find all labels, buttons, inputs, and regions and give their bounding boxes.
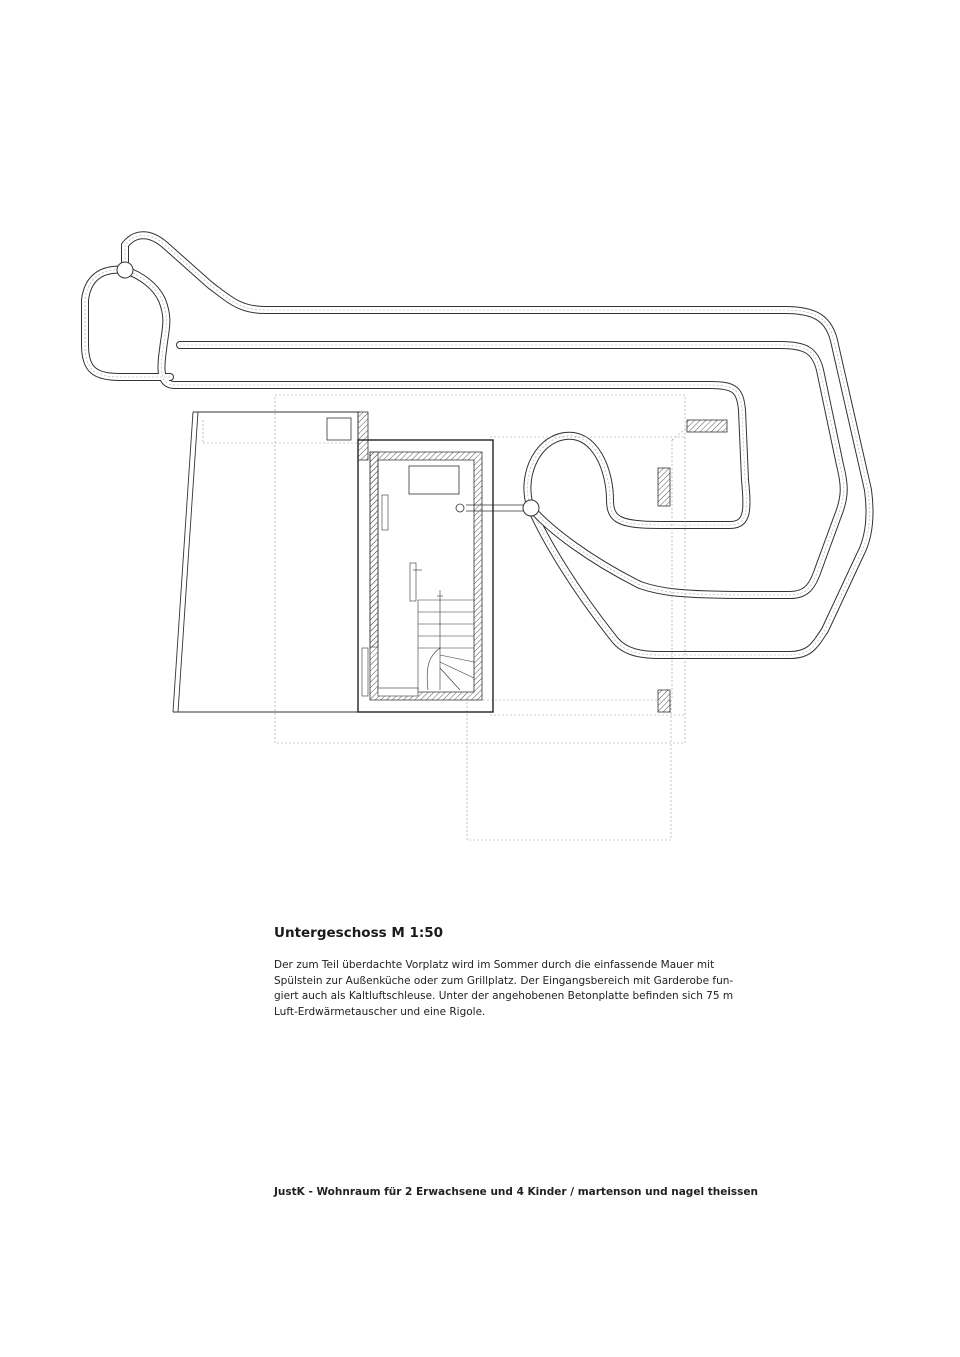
description-line: Luft-Erdwärmetauscher und eine Rigole. [274,1005,486,1018]
upper-floor-outline [203,395,690,840]
door-swing [410,563,416,601]
sink-counter [327,418,351,440]
support-column-lower [658,690,670,712]
enclosing-wall [358,412,368,460]
pipe-manifold-right [523,500,539,516]
entrance-door [362,648,368,696]
pipe-inlet [456,504,464,512]
description-line: giert auch als Kaltluftschleuse. Unter der angehobenen Betonplatte befinden sich 75 m [274,990,734,1002]
support-column [658,468,670,506]
staircase [418,590,474,690]
forecourt [173,412,360,712]
description-line: Der zum Teil überdachte Vorplatz wird im Sommer durch die einfassende Mauer mit [274,959,715,971]
description [274,958,734,1020]
pipe-manifold-left [117,262,133,278]
wardrobe [382,495,388,530]
project-footer: JustK - Wohnraum für 2 Erwachsene und 4 Kinder / martenson und nagel theissen [274,1186,759,1198]
cabinet [409,466,459,494]
support-block [687,420,727,432]
page-title: Untergeschoss M 1:50 [274,925,444,941]
description-line: Spülstein zur Außenküche oder zum Grillplatz. Der Eingangsbereich mit Garderobe fun- [274,974,734,987]
basement-room [358,440,493,712]
